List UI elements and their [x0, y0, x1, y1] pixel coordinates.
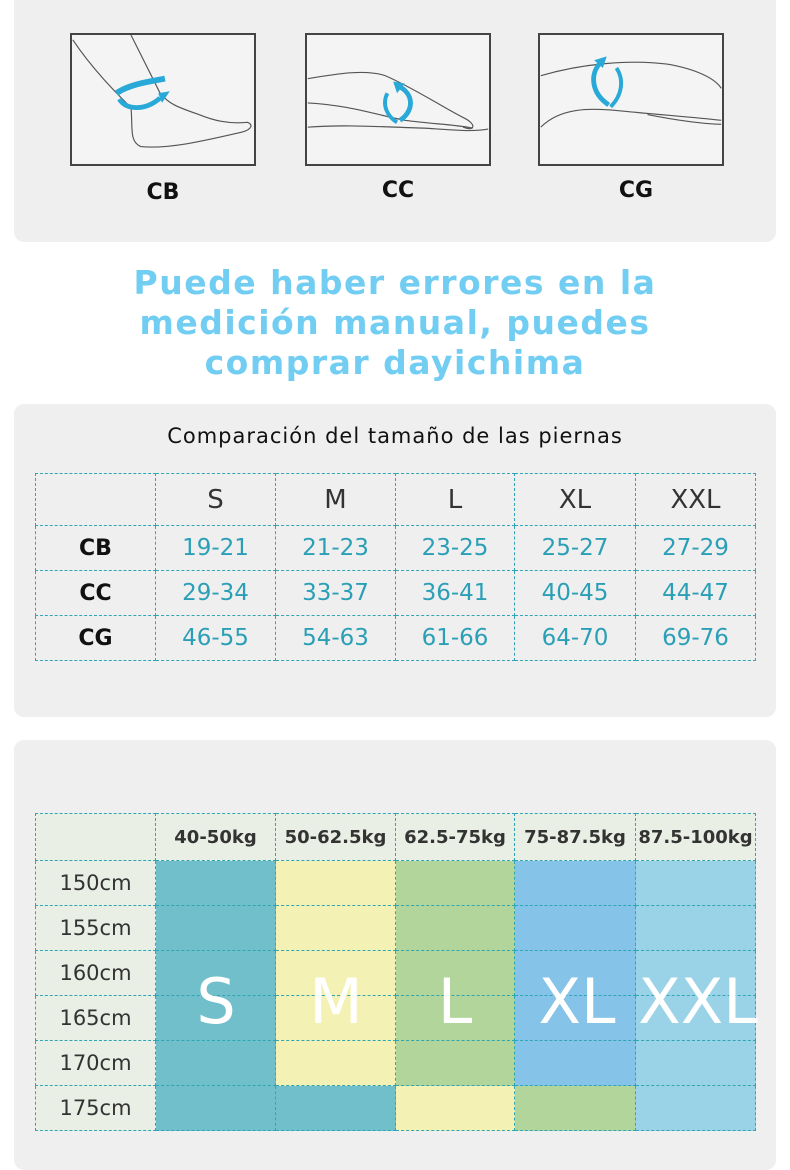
cg-xl-value: 64-70 [515, 616, 636, 661]
cell-size-l [396, 1041, 515, 1086]
headline [0, 263, 790, 383]
cb-l-value: 23-25 [396, 526, 515, 571]
cell-size-s [276, 1086, 396, 1131]
cc-l-value: 36-41 [396, 571, 515, 616]
size-letter-m: M [309, 965, 363, 1038]
cell-size-l [396, 861, 515, 906]
cg-xxl-value: 69-76 [636, 616, 756, 661]
cell-size-xxl [636, 1041, 756, 1086]
height-row-150 [36, 861, 756, 906]
cg-label: CG [618, 178, 654, 203]
thigh-illustration [540, 35, 722, 164]
headline-line-3: comprar dayichima [204, 343, 586, 382]
weight-header-4: 75-87.5kg [515, 814, 636, 861]
headline-line-2: medición manual, puedes [139, 303, 651, 342]
size-header-m: M [276, 474, 396, 526]
cb-label: CB [146, 180, 180, 205]
ankle-illustration [72, 35, 254, 164]
size-header-xxl: XXL [636, 474, 756, 526]
cc-xl-value: 40-45 [515, 571, 636, 616]
size-letter-xxl: XXL [638, 965, 758, 1038]
size-letter-s: S [196, 965, 236, 1038]
cell-size-s [156, 1041, 276, 1086]
height-label-160: 160cm [36, 951, 156, 996]
size-header-xl: XL [515, 474, 636, 526]
weight-header-row [36, 814, 756, 861]
cell-size-xl [515, 906, 636, 951]
calf-diagram [305, 33, 491, 166]
cell-size-xl [515, 1041, 636, 1086]
cell-size-m [276, 1041, 396, 1086]
cg-l-value: 61-66 [396, 616, 515, 661]
cc-label: CC [381, 178, 415, 203]
cell-size-xxl [636, 906, 756, 951]
cb-m-value: 21-23 [276, 526, 396, 571]
height-row-155 [36, 906, 756, 951]
calf-illustration [307, 35, 489, 164]
size-row-cg [36, 616, 756, 661]
cb-xxl-value: 27-29 [636, 526, 756, 571]
size-header-l: L [396, 474, 515, 526]
height-label-150: 150cm [36, 861, 156, 906]
cell-size-s [156, 1086, 276, 1131]
row-label-cb: CB [36, 526, 156, 571]
cell-size-m [276, 861, 396, 906]
size-table-title: Comparación del tamaño de las piernas [167, 424, 623, 448]
size-letter-xl: XL [538, 965, 616, 1038]
height-label-155: 155cm [36, 906, 156, 951]
weight-header-2: 50-62.5kg [276, 814, 396, 861]
headline-line-1: Puede haber errores en la [133, 263, 657, 302]
cell-size-l [515, 1086, 636, 1131]
cell-size-m [396, 1086, 515, 1131]
cell-size-l [396, 906, 515, 951]
hw-table-corner [36, 814, 156, 861]
size-header-row [36, 474, 756, 526]
cell-size-xxl [636, 861, 756, 906]
weight-header-1: 40-50kg [156, 814, 276, 861]
height-row-170 [36, 1041, 756, 1086]
cell-size-s [156, 906, 276, 951]
cell-size-m [276, 906, 396, 951]
cc-m-value: 33-37 [276, 571, 396, 616]
size-letter-l: L [437, 965, 473, 1038]
weight-header-5: 87.5-100kg [636, 814, 756, 861]
cell-size-s [156, 861, 276, 906]
cc-s-value: 29-34 [156, 571, 276, 616]
height-row-175 [36, 1086, 756, 1131]
cc-xxl-value: 44-47 [636, 571, 756, 616]
height-label-170: 170cm [36, 1041, 156, 1086]
weight-header-3: 62.5-75kg [396, 814, 515, 861]
row-label-cc: CC [36, 571, 156, 616]
ankle-diagram [70, 33, 256, 166]
size-row-cb [36, 526, 756, 571]
row-label-cg: CG [36, 616, 156, 661]
size-table [35, 473, 756, 661]
cg-m-value: 54-63 [276, 616, 396, 661]
cb-s-value: 19-21 [156, 526, 276, 571]
height-label-175: 175cm [36, 1086, 156, 1131]
cell-size-xl [515, 861, 636, 906]
cg-s-value: 46-55 [156, 616, 276, 661]
height-label-165: 165cm [36, 996, 156, 1041]
cell-size-xxl [636, 1086, 756, 1131]
thigh-diagram [538, 33, 724, 166]
size-table-corner [36, 474, 156, 526]
size-header-s: S [156, 474, 276, 526]
cb-xl-value: 25-27 [515, 526, 636, 571]
size-row-cc [36, 571, 756, 616]
